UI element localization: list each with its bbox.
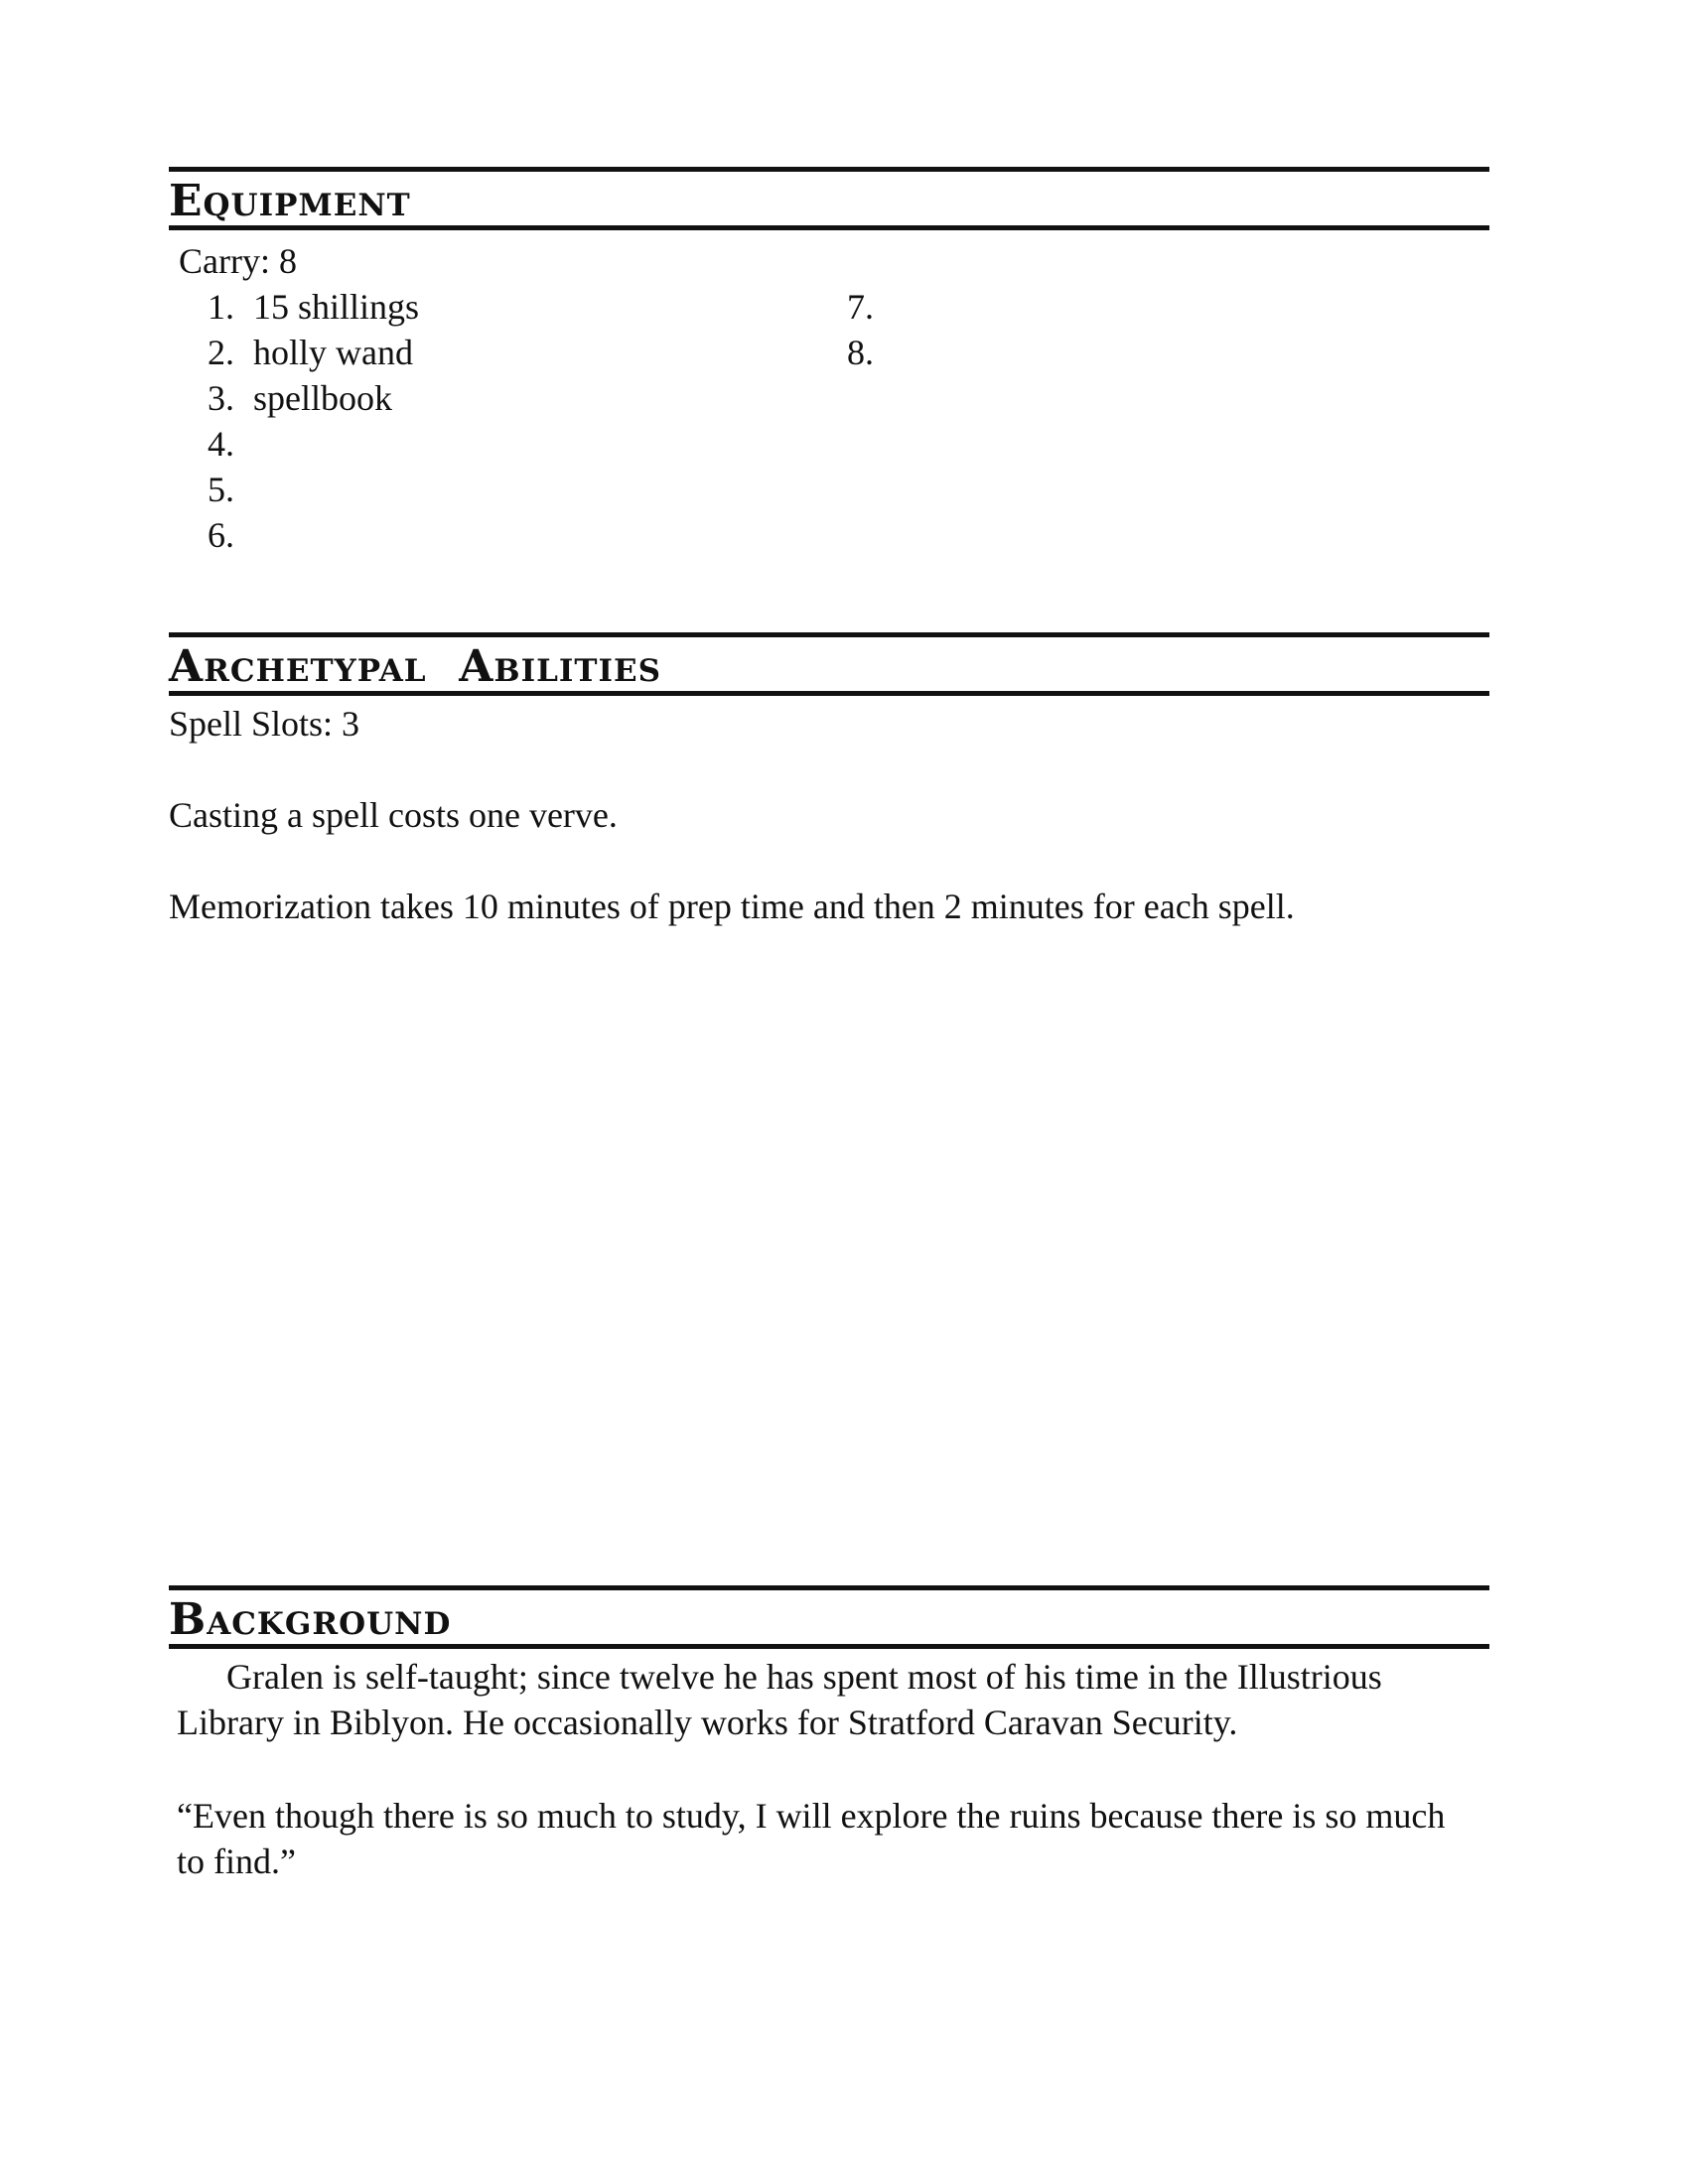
list-item-number: 4. [208, 424, 234, 464]
abilities-header [169, 632, 1489, 696]
list-item-text: spellbook [253, 378, 392, 418]
memorization-text: Memorization takes 10 minutes of prep time and then 2 minutes for each spell. [169, 887, 1295, 926]
equipment-title: Equipment [169, 176, 411, 226]
carry-value: Carry: 8 [179, 241, 297, 281]
list-item-number: 5. [208, 470, 234, 509]
list-item-number: 6. [208, 515, 234, 555]
equipment-header [169, 167, 1489, 230]
background-paragraph: Gralen is self-taught; since twelve he has spent most of his time in the Illustrious Library in Biblyon. He occasionally works for Stratford Caravan Security. [177, 1657, 1382, 1742]
list-item-number: 3. [208, 378, 234, 418]
list-item-number: 8. [847, 333, 874, 372]
list-item-number: 2. [208, 333, 234, 372]
background-header [169, 1585, 1489, 1649]
list-item-number: 7. [847, 287, 874, 327]
list-item-text: 15 shillings [253, 287, 420, 327]
list-item-number: 1. [208, 287, 234, 327]
abilities-title: Archetypal Abilities [169, 641, 661, 692]
background-quote: “Even though there is so much to study, I will explore the ruins because there is so much to find.” [177, 1796, 1446, 1881]
list-item-text: holly wand [253, 333, 413, 372]
spell-slots: Spell Slots: 3 [169, 704, 360, 744]
background-title: Background [169, 1594, 452, 1645]
casting-text: Casting a spell costs one verve. [169, 795, 618, 835]
